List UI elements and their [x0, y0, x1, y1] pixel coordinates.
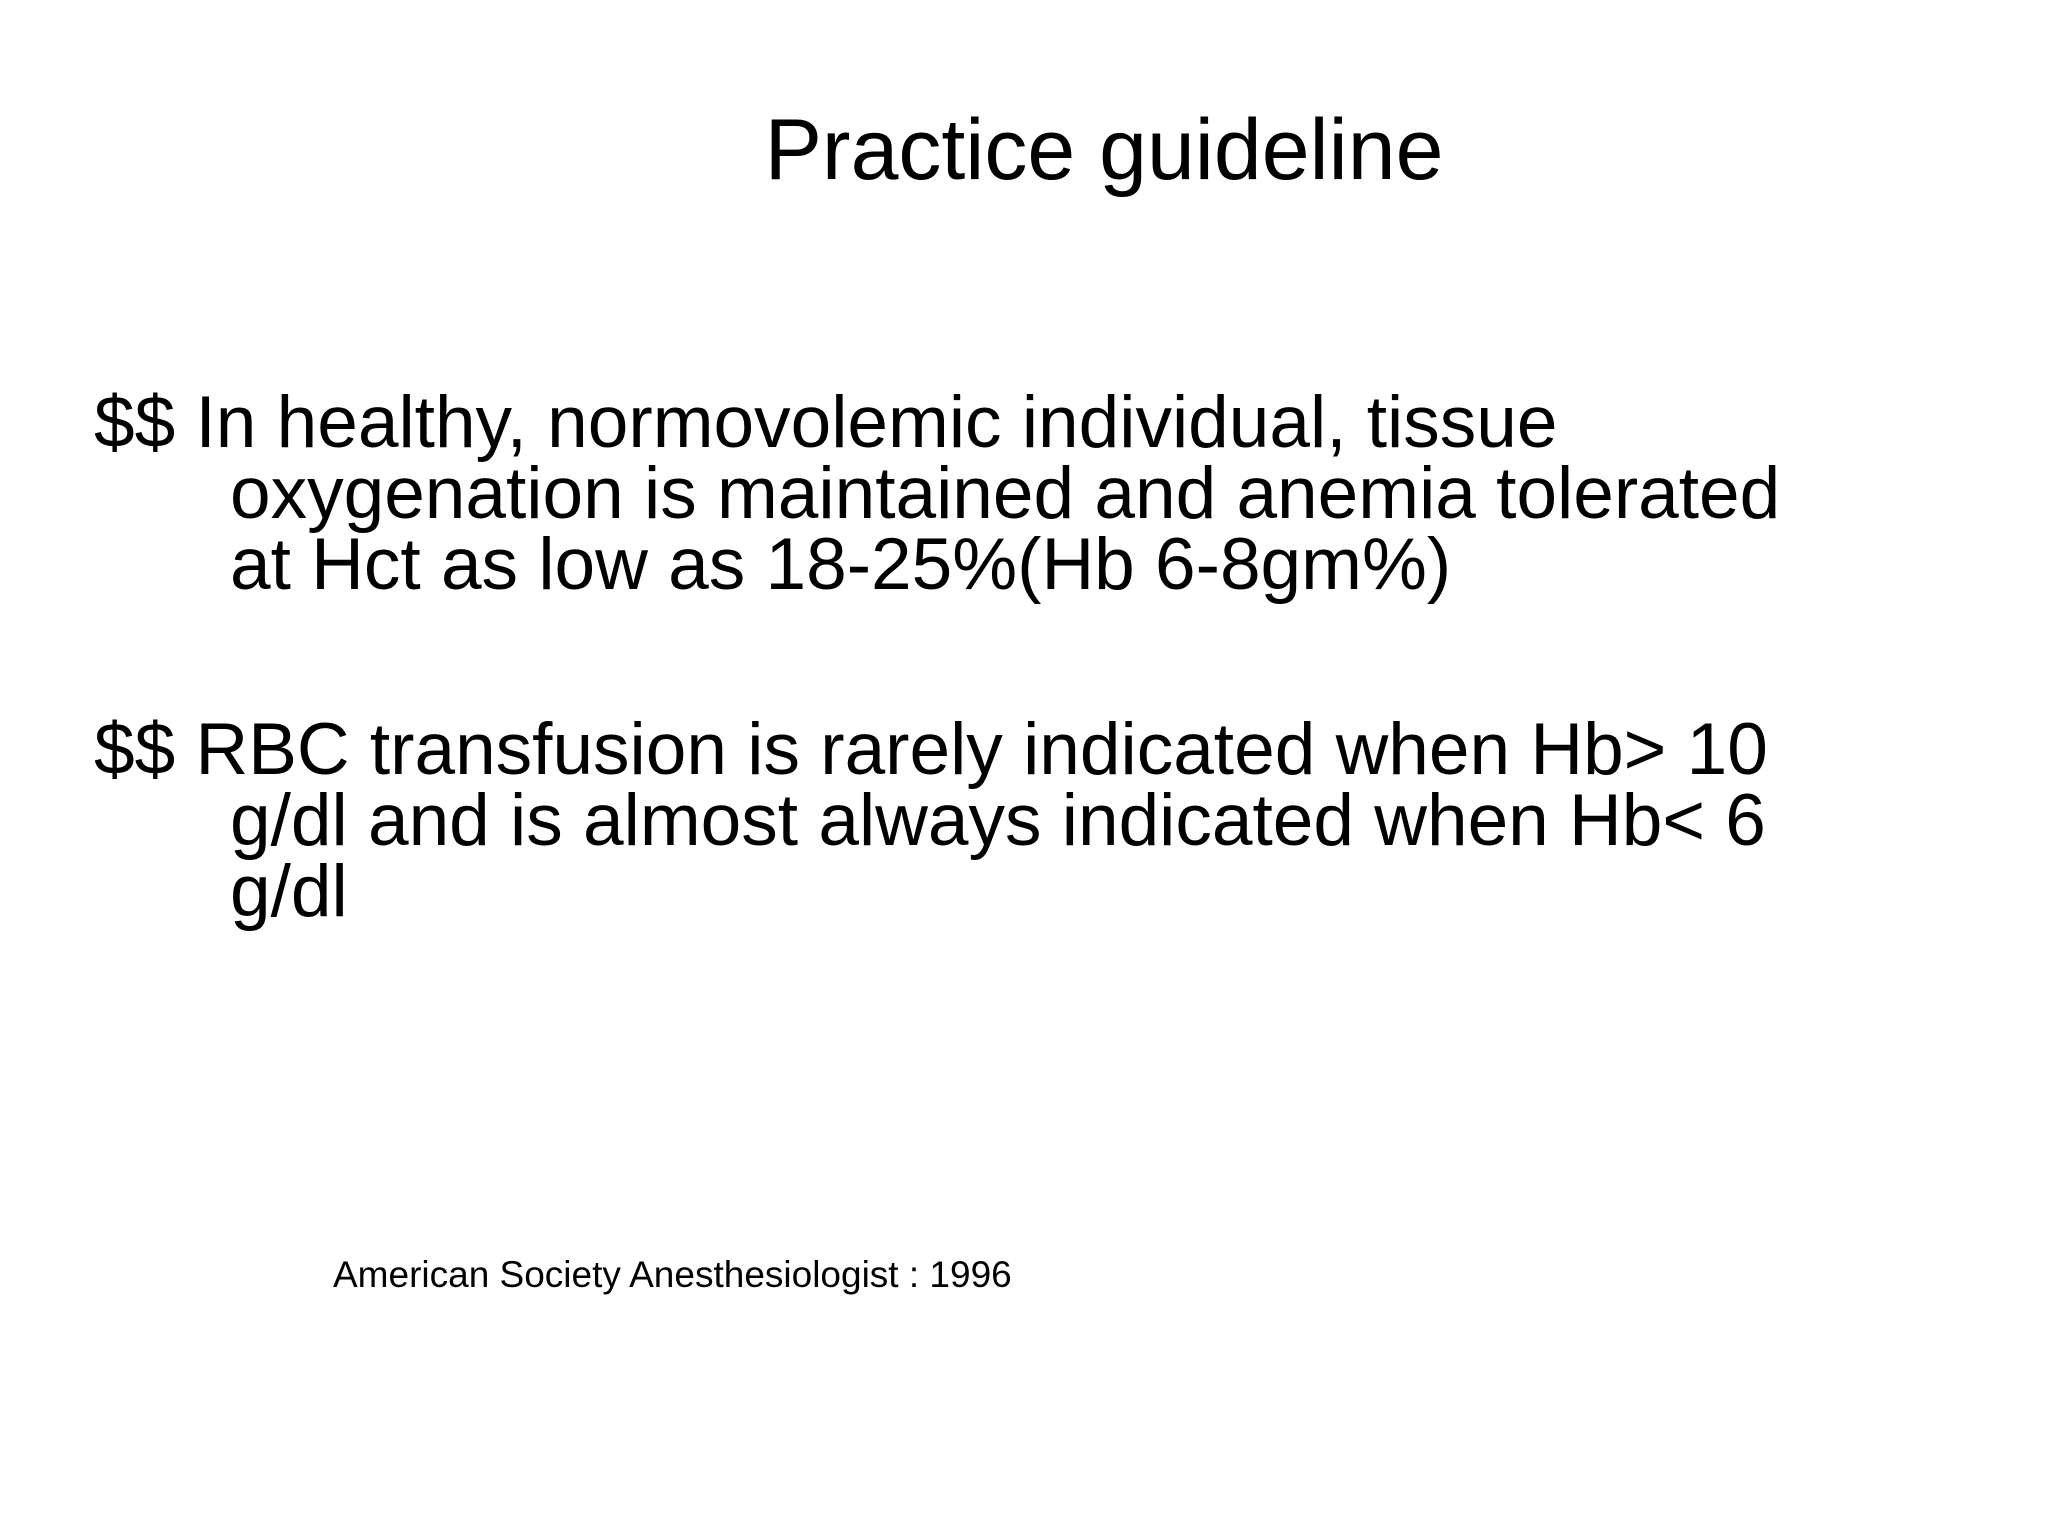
bullet-2-line-3: g/dl: [230, 851, 348, 932]
bullet-1-line-2: oxygenation is maintained and anemia tolerated: [230, 453, 1781, 534]
bullet-2-line-2: g/dl and is almost always indicated when Hb< 6: [230, 780, 1766, 861]
bullet-2-line-1: $$ RBC transfusion is rarely indicated when Hb> 10: [94, 709, 1768, 790]
bullet-1-line-3: at Hct as low as 18-25%(Hb 6-8gm%): [230, 524, 1452, 605]
bullet-point-1: [94, 382, 1994, 605]
citation: American Society Anesthesiologist : 1996: [333, 1254, 1012, 1295]
bullet-1-line-1: $$ In healthy, normovolemic individual, tissue: [94, 382, 1558, 463]
slide-title: [0, 100, 2048, 200]
slide-title-text: Practice guideline: [764, 102, 1444, 198]
bullet-point-2: [94, 709, 1994, 932]
